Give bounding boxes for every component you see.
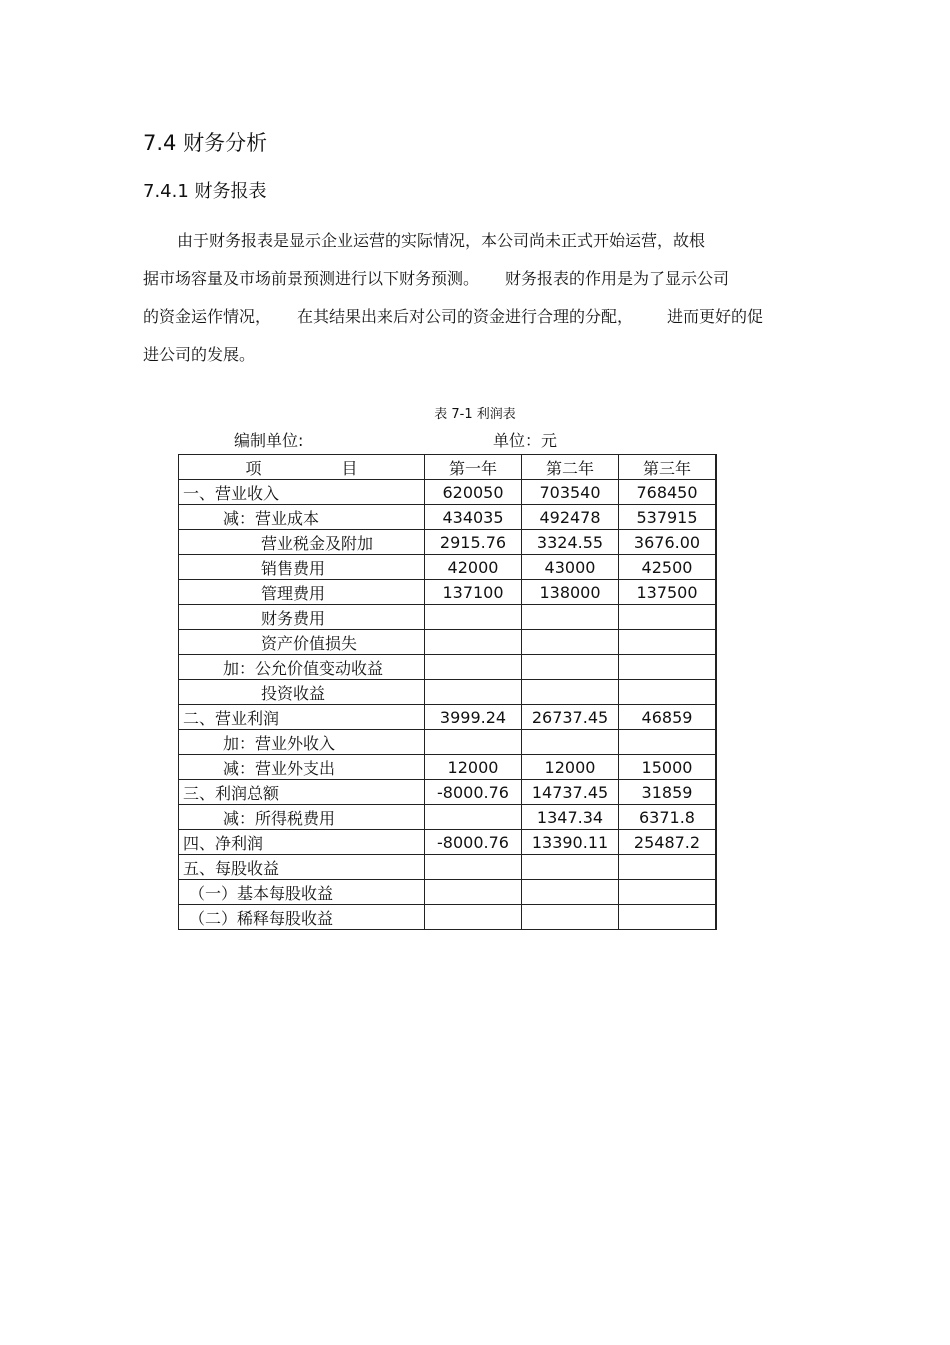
header-item-b: 目	[341, 458, 358, 478]
header-year1: 第一年	[425, 455, 522, 480]
row-year3	[619, 680, 717, 705]
row-year2	[522, 630, 619, 655]
row-year3	[619, 730, 717, 755]
row-item: 财务费用	[179, 605, 425, 630]
row-year3: 15000	[619, 755, 717, 780]
row-year2: 13390.11	[522, 830, 619, 855]
row-year1: 2915.76	[425, 530, 522, 555]
row-year3: 46859	[619, 705, 717, 730]
row-item: 减：营业成本	[179, 505, 425, 530]
row-item: 三、利润总额	[179, 780, 425, 805]
table-caption: 表 7-1 利润表	[434, 407, 516, 422]
table-header-row	[179, 455, 717, 480]
table-row	[179, 705, 717, 730]
table-row	[179, 730, 717, 755]
row-item: 资产价值损失	[179, 630, 425, 655]
row-year3: 3676.00	[619, 530, 717, 555]
row-year3: 42500	[619, 555, 717, 580]
row-year1: -8000.76	[425, 830, 522, 855]
table-row	[179, 780, 717, 805]
row-year3: 537915	[619, 505, 717, 530]
row-year3	[619, 855, 717, 880]
row-year1	[425, 805, 522, 830]
paragraph-segment: 在其结果出来后对公司的资金进行合理的分配，	[297, 307, 634, 326]
paragraph-line: 由于财务报表是显示企业运营的实际情况，本公司尚未正式开始运营，故根	[177, 231, 706, 250]
table-row	[179, 830, 717, 855]
row-year1	[425, 880, 522, 905]
row-item: 二、营业利润	[179, 705, 425, 730]
row-year1	[425, 730, 522, 755]
row-year1	[425, 655, 522, 680]
row-item: 减：营业外支出	[179, 755, 425, 780]
row-year3: 6371.8	[619, 805, 717, 830]
row-item: 加：公允价值变动收益	[179, 655, 425, 680]
paragraph-line: 进公司的发展。	[143, 345, 256, 364]
header-item-a: 项	[245, 458, 262, 478]
row-year3: 768450	[619, 480, 717, 505]
row-year3	[619, 630, 717, 655]
row-item: 四、净利润	[179, 830, 425, 855]
row-year2: 492478	[522, 505, 619, 530]
row-year3	[619, 655, 717, 680]
paragraph-segment: 进而更好的促	[667, 307, 764, 326]
row-year3	[619, 605, 717, 630]
income-statement-table	[178, 454, 717, 930]
table-row	[179, 680, 717, 705]
intro-paragraph	[143, 222, 823, 374]
header-item	[179, 455, 425, 480]
row-year1: 434035	[425, 505, 522, 530]
row-year1	[425, 630, 522, 655]
table-row	[179, 605, 717, 630]
row-year2: 12000	[522, 755, 619, 780]
row-item: 减：所得税费用	[179, 805, 425, 830]
row-year2: 1347.34	[522, 805, 619, 830]
row-year1: 3999.24	[425, 705, 522, 730]
table-row	[179, 755, 717, 780]
table-row	[179, 480, 717, 505]
row-year1: 620050	[425, 480, 522, 505]
prepared-by-label: 编制单位:	[234, 431, 304, 450]
table-row	[179, 630, 717, 655]
row-year2: 703540	[522, 480, 619, 505]
row-year2: 3324.55	[522, 530, 619, 555]
row-year2: 43000	[522, 555, 619, 580]
row-year1	[425, 855, 522, 880]
row-year1	[425, 605, 522, 630]
table-row	[179, 805, 717, 830]
table-row	[179, 855, 717, 880]
row-item: （二）稀释每股收益	[179, 905, 425, 930]
row-year2	[522, 905, 619, 930]
row-item: （一）基本每股收益	[179, 880, 425, 905]
row-year1: -8000.76	[425, 780, 522, 805]
table-row	[179, 905, 717, 930]
section-title: 7.4 财务分析	[143, 131, 268, 155]
row-year3	[619, 905, 717, 930]
row-year1: 12000	[425, 755, 522, 780]
row-item: 管理费用	[179, 580, 425, 605]
row-year2: 26737.45	[522, 705, 619, 730]
subsection-title: 7.4.1 财务报表	[143, 181, 267, 202]
table-row	[179, 555, 717, 580]
header-year3: 第三年	[619, 455, 717, 480]
row-year3: 137500	[619, 580, 717, 605]
table-row	[179, 530, 717, 555]
table-row	[179, 505, 717, 530]
row-year2: 14737.45	[522, 780, 619, 805]
row-item: 投资收益	[179, 680, 425, 705]
paragraph-segment: 据市场容量及市场前景预测进行以下财务预测。	[143, 269, 480, 288]
row-year2	[522, 655, 619, 680]
row-item: 一、营业收入	[179, 480, 425, 505]
row-year1: 42000	[425, 555, 522, 580]
unit-label: 单位：元	[493, 431, 558, 450]
table-row	[179, 655, 717, 680]
row-year3: 31859	[619, 780, 717, 805]
row-year3: 25487.2	[619, 830, 717, 855]
header-year2: 第二年	[522, 455, 619, 480]
row-year1	[425, 905, 522, 930]
paragraph-segment: 的资金运作情况，	[143, 307, 272, 326]
row-year2	[522, 730, 619, 755]
table-row	[179, 880, 717, 905]
row-year2	[522, 605, 619, 630]
row-year2: 138000	[522, 580, 619, 605]
row-item: 销售费用	[179, 555, 425, 580]
row-year2	[522, 680, 619, 705]
row-year3	[619, 880, 717, 905]
row-item: 营业税金及附加	[179, 530, 425, 555]
row-item: 五、每股收益	[179, 855, 425, 880]
row-year1	[425, 680, 522, 705]
paragraph-line	[143, 298, 823, 336]
row-year2	[522, 855, 619, 880]
paragraph-line	[143, 260, 823, 298]
table-row	[179, 580, 717, 605]
row-year2	[522, 880, 619, 905]
row-item: 加：营业外收入	[179, 730, 425, 755]
paragraph-segment: 财务报表的作用是为了显示公司	[505, 269, 730, 288]
row-year1: 137100	[425, 580, 522, 605]
